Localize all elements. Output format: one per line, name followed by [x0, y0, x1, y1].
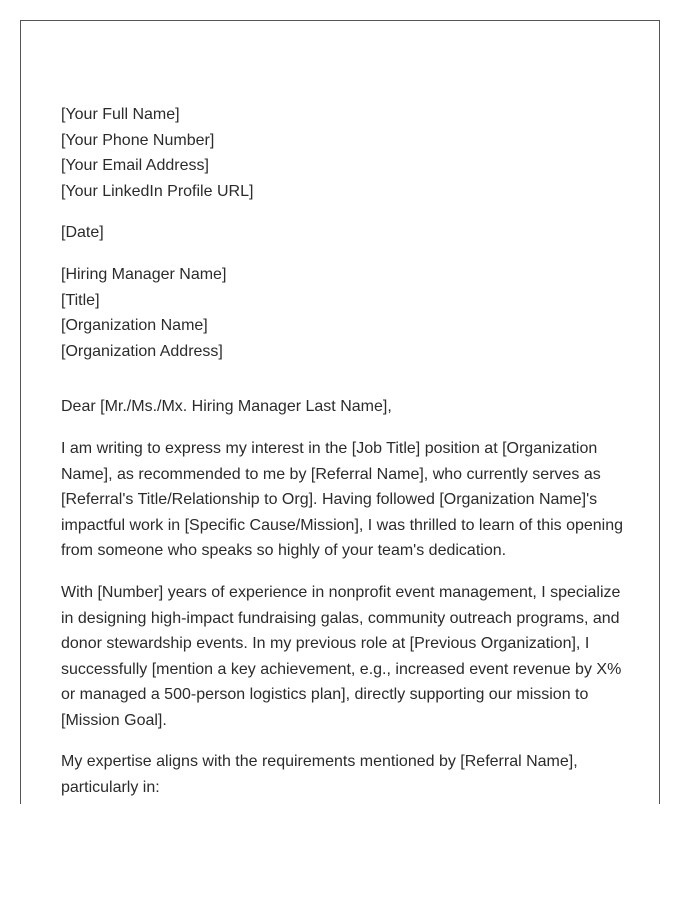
- letter-content: [61, 102, 629, 801]
- recipient-block: [61, 262, 629, 364]
- date-block: [61, 220, 629, 246]
- sender-linkedin: [Your LinkedIn Profile URL]: [61, 182, 254, 200]
- letter-page: [20, 20, 660, 804]
- body-paragraph-1: I am writing to express my interest in the [Job Title] position at [Organization Name], as recommended to me by [Referral Name], who currently serves as [Referral's Title/Relationship to Org]. Having followed [Organization Name]'s impactful work in [Specific Cause/Mission], I was thrilled to learn of this opening from someone who speaks so highly of your team's dedication.: [61, 439, 624, 560]
- recipient-address: [Organization Address]: [61, 342, 223, 360]
- letter-date: [Date]: [61, 224, 104, 242]
- salutation-block: [61, 394, 629, 420]
- recipient-organization: [Organization Name]: [61, 317, 208, 335]
- recipient-name: [Hiring Manager Name]: [61, 265, 227, 283]
- sender-block: [61, 102, 629, 204]
- sender-email: [Your Email Address]: [61, 157, 209, 175]
- body-paragraph-2: With [Number] years of experience in nonprofit event management, I specialize in designing high-impact fundraising galas, community outreach programs, and donor stewardship events. In my previous role at [Previous Organization], I successfully [mention a key achievement, e.g., increased event revenue by X% or managed a 500-person logistics plan], directly supporting our mission to [Mission Goal].: [61, 583, 622, 729]
- recipient-title: [Title]: [61, 291, 100, 309]
- body-paragraph-3: My expertise aligns with the requirements mentioned by [Referral Name], particularly in:: [61, 753, 578, 797]
- sender-name: [Your Full Name]: [61, 106, 180, 123]
- salutation: Dear [Mr./Ms./Mx. Hiring Manager Last Name],: [61, 398, 392, 416]
- sender-phone: [Your Phone Number]: [61, 131, 215, 149]
